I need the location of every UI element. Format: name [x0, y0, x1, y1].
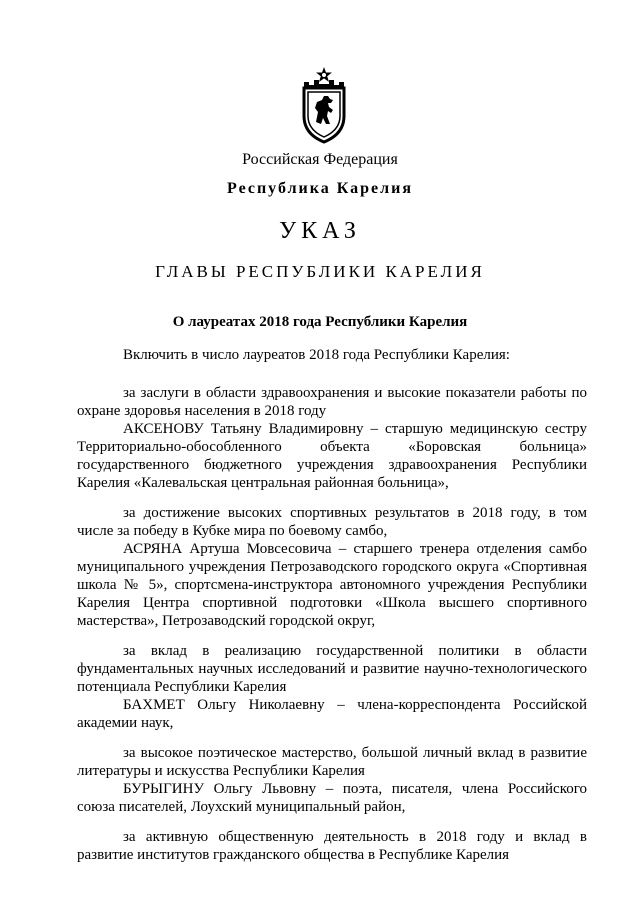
award-reason: за заслуги в области здравоохранения и высокие показатели работы по охране здоровья населения в 2018 году: [77, 385, 587, 419]
award-reason: за высокое поэтическое мастерство, большой личный вклад в развитие литературы и искусства Республики Карелия: [77, 745, 587, 779]
karelia-coat-of-arms-icon: [296, 66, 352, 146]
laureate-entry: БАХМЕТ Ольгу Николаевну – члена-корреспондента Российской академии наук,: [77, 697, 587, 731]
document-subject: О лауреатах 2018 года Республики Карелия: [172, 314, 468, 330]
document-type: УКАЗ: [279, 218, 361, 244]
laureate-entry: БУРЫГИНУ Ольгу Львовну – поэта, писателя, члена Российского союза писателей, Лоухский муниципальный район,: [77, 781, 587, 815]
decree-intro: Включить в число лауреатов 2018 года Республики Карелия:: [123, 347, 510, 363]
laureate-entry: АСРЯНА Артуша Мовсесовича – старшего тренера отделения самбо муниципального учреждения Петрозаводского городского округа «Спортивная школа № 5», спортсмена-инструктора автономного учреждения Республики Карелия Центра спортивной подготовки «Школа высшего спортивного мастерства», Петрозаводский городской округ,: [77, 541, 587, 629]
laureate-entry: АКСЕНОВУ Татьяну Владимировну – старшую медицинскую сестру Территориально-обособленного объекта «Боровская больница» государственного бюджетного учреждения здравоохранения Республики Карелия «Калевальская центральная районная больница»,: [77, 421, 587, 491]
award-reason: за активную общественную деятельность в 2018 году и вклад в развитие институтов гражданского общества в Республике Карелия: [77, 829, 587, 863]
award-reason: за вклад в реализацию государственной политики в области фундаментальных научных исследований и развитие научно-технологического потенциала Республики Карелия: [77, 643, 587, 695]
republic-name: Республика Карелия: [227, 180, 413, 197]
document-issuer: ГЛАВЫ РЕСПУБЛИКИ КАРЕЛИЯ: [155, 262, 485, 281]
country-name: Российская Федерация: [242, 151, 398, 168]
decree-body: [77, 346, 587, 864]
award-reason: за достижение высоких спортивных результатов в 2018 году, в том числе за победу в Кубке мира по боевому самбо,: [77, 505, 587, 539]
